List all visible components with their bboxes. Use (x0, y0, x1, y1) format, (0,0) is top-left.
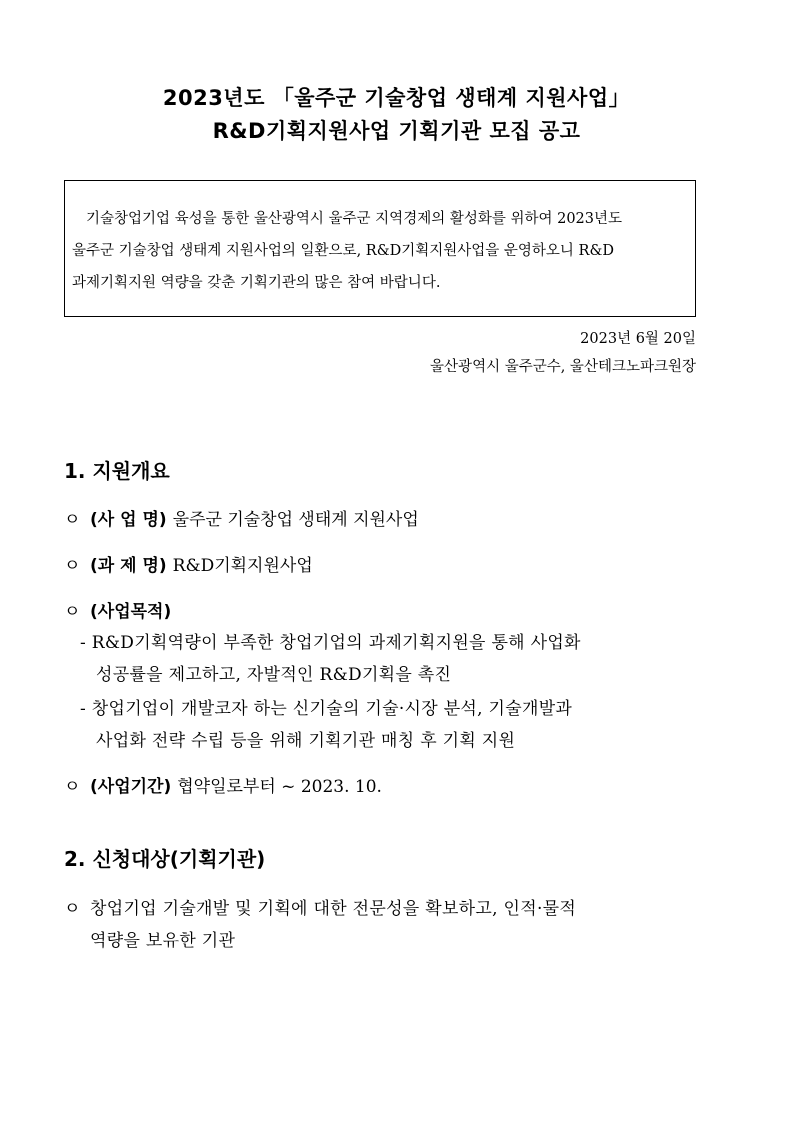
item-project-purpose (64, 597, 177, 622)
project-name-value: 울주군 기술창업 생태계 지원사업 (172, 510, 419, 530)
item-task-name (64, 551, 313, 576)
purpose-line-3: - 창업기업이 개발코자 하는 신기술의 기술·시장 분석, 기술개발과 (80, 699, 573, 719)
purpose-line-4: 사업화 전략 수립 등을 위해 기획기관 매칭 후 기획 지원 (96, 731, 516, 751)
eligibility-line-1: 창업기업 기술개발 및 기획에 대한 전문성을 확보하고, 인적·물적 (90, 899, 577, 919)
issuer-name: 울산광역시 울주군수, 울산테크노파크원장 (430, 359, 696, 375)
item-eligibility (64, 894, 576, 919)
item-project-period (64, 772, 382, 797)
bullet-mark: ㅇ (64, 899, 81, 919)
project-period-value: 협약일로부터 ~ 2023. 10. (177, 777, 382, 797)
title-line-1: 2023년도 「울주군 기술창업 생태계 지원사업」 (162, 86, 631, 110)
bullet-mark: ㅇ (64, 510, 81, 530)
purpose-line-2: 성공률을 제고하고, 자발적인 R&D기획을 촉진 (96, 665, 452, 685)
bullet-mark: ㅇ (64, 556, 81, 576)
bullet-mark: ㅇ (64, 602, 81, 622)
eligibility-line-2: 역량을 보유한 기관 (90, 931, 236, 951)
item-project-name (64, 505, 419, 530)
project-purpose-label: (사업목적) (90, 602, 172, 622)
project-name-label: (사 업 명) (90, 510, 167, 530)
announcement-date: 2023년 6월 20일 (580, 331, 696, 347)
task-name-label: (과 제 명) (90, 556, 167, 576)
section-2-heading: 2. 신청대상(기획기관) (64, 847, 266, 871)
section-1-heading: 1. 지원개요 (64, 459, 170, 483)
purpose-line-1: - R&D기획역량이 부족한 창업기업의 과제기획지원을 통해 사업화 (80, 633, 581, 653)
intro-line-3: 과제기획지원 역량을 갖춘 기획기관의 많은 참여 바랍니다. (72, 275, 441, 291)
intro-line-1: 기술창업기업 육성을 통한 울산광역시 울주군 지역경제의 활성화를 위하여 2023년도 (86, 211, 623, 227)
bullet-mark: ㅇ (64, 777, 81, 797)
task-name-value: R&D기획지원사업 (172, 556, 313, 576)
project-period-label: (사업기간) (90, 777, 172, 797)
title-line-2: R&D기획지원사업 기획기관 모집 공고 (212, 119, 581, 143)
intro-line-2: 울주군 기술창업 생태계 지원사업의 일환으로, R&D기획지원사업을 운영하오니 R&D (72, 243, 614, 259)
